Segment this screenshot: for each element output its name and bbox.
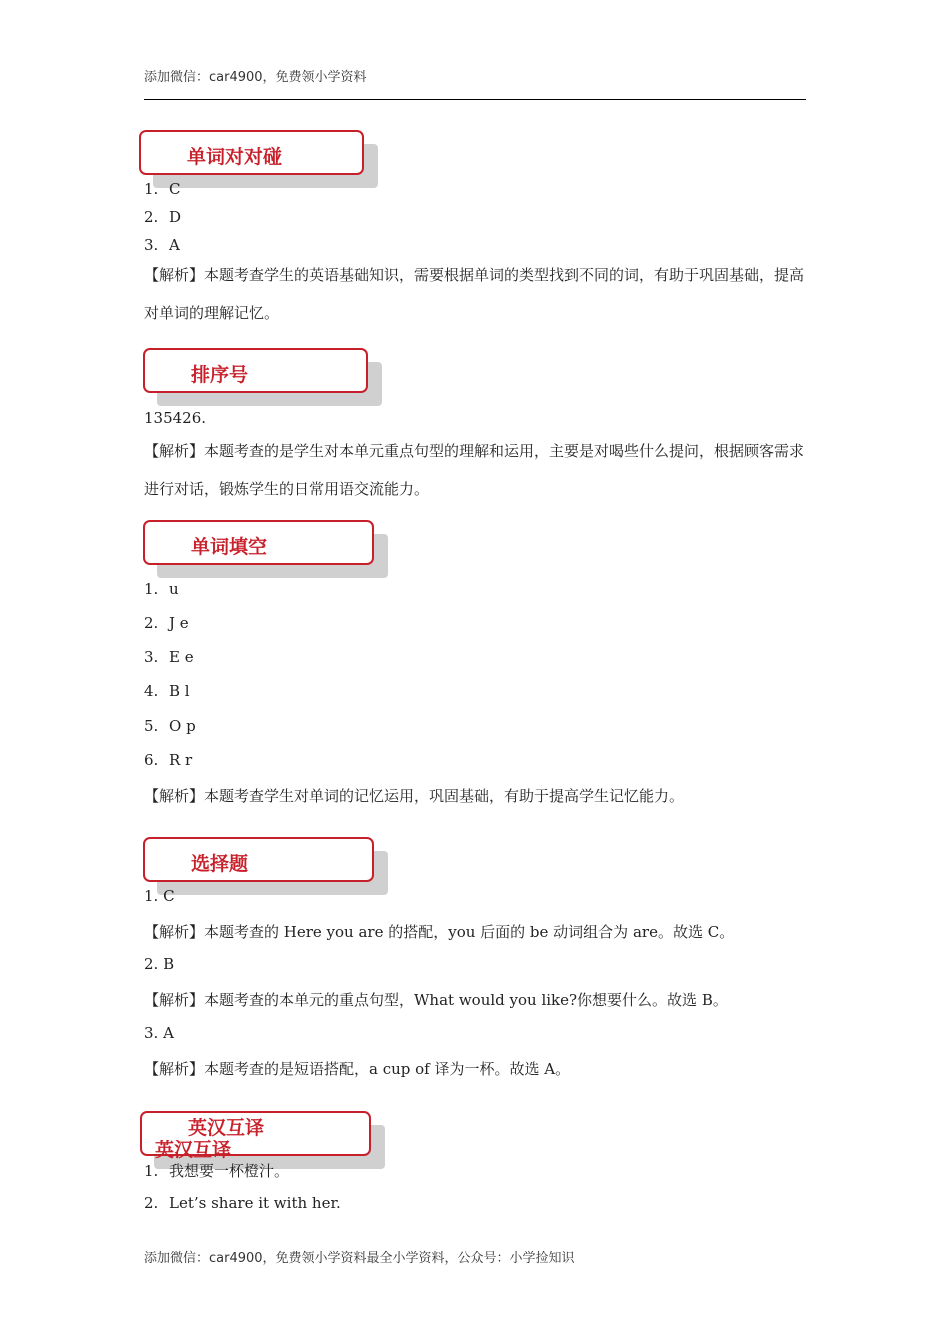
analysis-text: 【解析】本题考查的本单元的重点句型，What would you like?你想要什么。故选 B。	[144, 991, 728, 1009]
section-title: 选择题	[191, 853, 249, 875]
label-box	[143, 348, 368, 393]
section-title-duplicate: 英汉互译	[155, 1139, 232, 1161]
section-title: 英汉互译	[188, 1117, 265, 1139]
list-item: 4. B l	[144, 682, 190, 700]
question-answer: 3. A	[144, 1024, 174, 1042]
page-footer: 添加微信：car4900，免费领小学资料最全小学资料，公众号：小学捡知识	[144, 1251, 575, 1266]
analysis-text: 【解析】本题考查的是学生对本单元重点句型的理解和运用，主要是对喝些什么提问，根据顾客需求进行对话，锻炼学生的日常用语交流能力。	[144, 442, 805, 498]
list-item: 1. u	[144, 580, 179, 598]
analysis-text: 【解析】本题考查学生对单词的记忆运用，巩固基础，有助于提高学生记忆能力。	[144, 787, 685, 805]
list-item: 3. E e	[144, 648, 194, 666]
label-box	[143, 837, 374, 882]
analysis-text: 【解析】本题考查的 Here you are 的搭配，you 后面的 be 动词组合为 are。故选 C。	[144, 923, 735, 941]
list-item: 5. O p	[144, 717, 196, 735]
analysis-text: 【解析】本题考查的是短语搭配，a cup of 译为一杯。故选 A。	[144, 1060, 571, 1078]
list-item: 2. D	[144, 208, 182, 226]
list-item: 1. C	[144, 180, 181, 198]
list-item: 6. R r	[144, 751, 193, 769]
analysis-text: 【解析】本题考查学生的英语基础知识，需要根据单词的类型找到不同的词，有助于巩固基础，提高对单词的理解记忆。	[144, 266, 805, 322]
list-item: 2. Let’s share it with her.	[144, 1194, 341, 1212]
list-item: 3. A	[144, 236, 180, 254]
header-divider	[144, 99, 806, 100]
section-title: 排序号	[191, 364, 249, 386]
question-answer: 2. B	[144, 955, 175, 973]
list-item: 1. 我想要一杯橙汁。	[144, 1162, 290, 1180]
list-item: 2. J e	[144, 614, 189, 632]
answer-text: 135426.	[144, 409, 207, 427]
section-title: 单词填空	[191, 536, 268, 558]
page-header: 添加微信：car4900，免费领小学资料	[144, 70, 367, 85]
section-title: 单词对对碰	[187, 146, 283, 168]
question-answer: 1. C	[144, 887, 175, 905]
